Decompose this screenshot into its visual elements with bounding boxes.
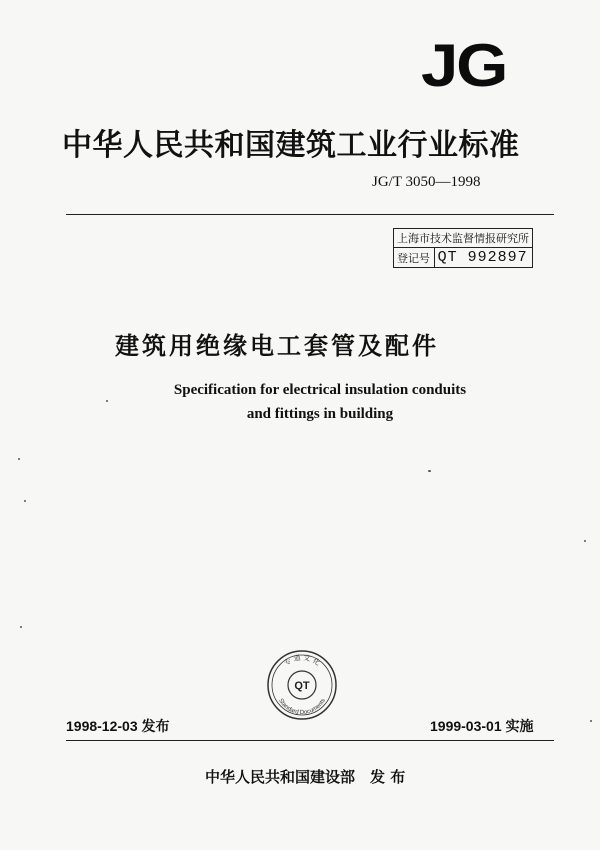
registration-institute: 上海市技术监督情报研究所 [394, 229, 533, 248]
seal-stamp [265, 648, 339, 722]
scan-speck [428, 470, 431, 472]
scan-speck [590, 720, 592, 722]
registration-label: 登记号 [394, 248, 435, 268]
registration-stamp [393, 228, 533, 268]
scan-speck [24, 500, 26, 502]
scan-speck [106, 400, 108, 402]
document-title-cn: 建筑用绝缘电工套管及配件 [115, 332, 439, 360]
top-divider [66, 214, 554, 215]
document-title-en-line2: and fittings in building [246, 406, 394, 422]
scan-speck [584, 540, 586, 542]
implementation-date: 1999-03-01 实施 [430, 718, 534, 734]
seal-top-text: 专 道 文 化 [282, 653, 322, 668]
publisher: 中华人民共和国建设部 发 布 [205, 768, 406, 786]
standard-category-title: 中华人民共和国建筑工业行业标准 [62, 128, 520, 163]
scan-speck [20, 626, 22, 628]
seal-center-text: QT [294, 680, 310, 692]
bottom-divider [66, 740, 554, 741]
document-title-en-line1: Specification for electrical insulation conduits [173, 382, 467, 398]
svg-text:专 道 文 化 [282, 653, 322, 667]
issue-date: 1998-12-03 发布 [66, 718, 170, 734]
jg-logo: JG [421, 32, 507, 99]
document-title-en [150, 378, 490, 426]
standard-code: JG/T 3050—1998 [372, 174, 481, 190]
scan-speck [18, 458, 20, 460]
seal-bottom-text: Standard Documents [277, 697, 327, 717]
registration-number: QT 992897 [434, 248, 532, 268]
svg-text:Standard Documents [277, 698, 327, 716]
